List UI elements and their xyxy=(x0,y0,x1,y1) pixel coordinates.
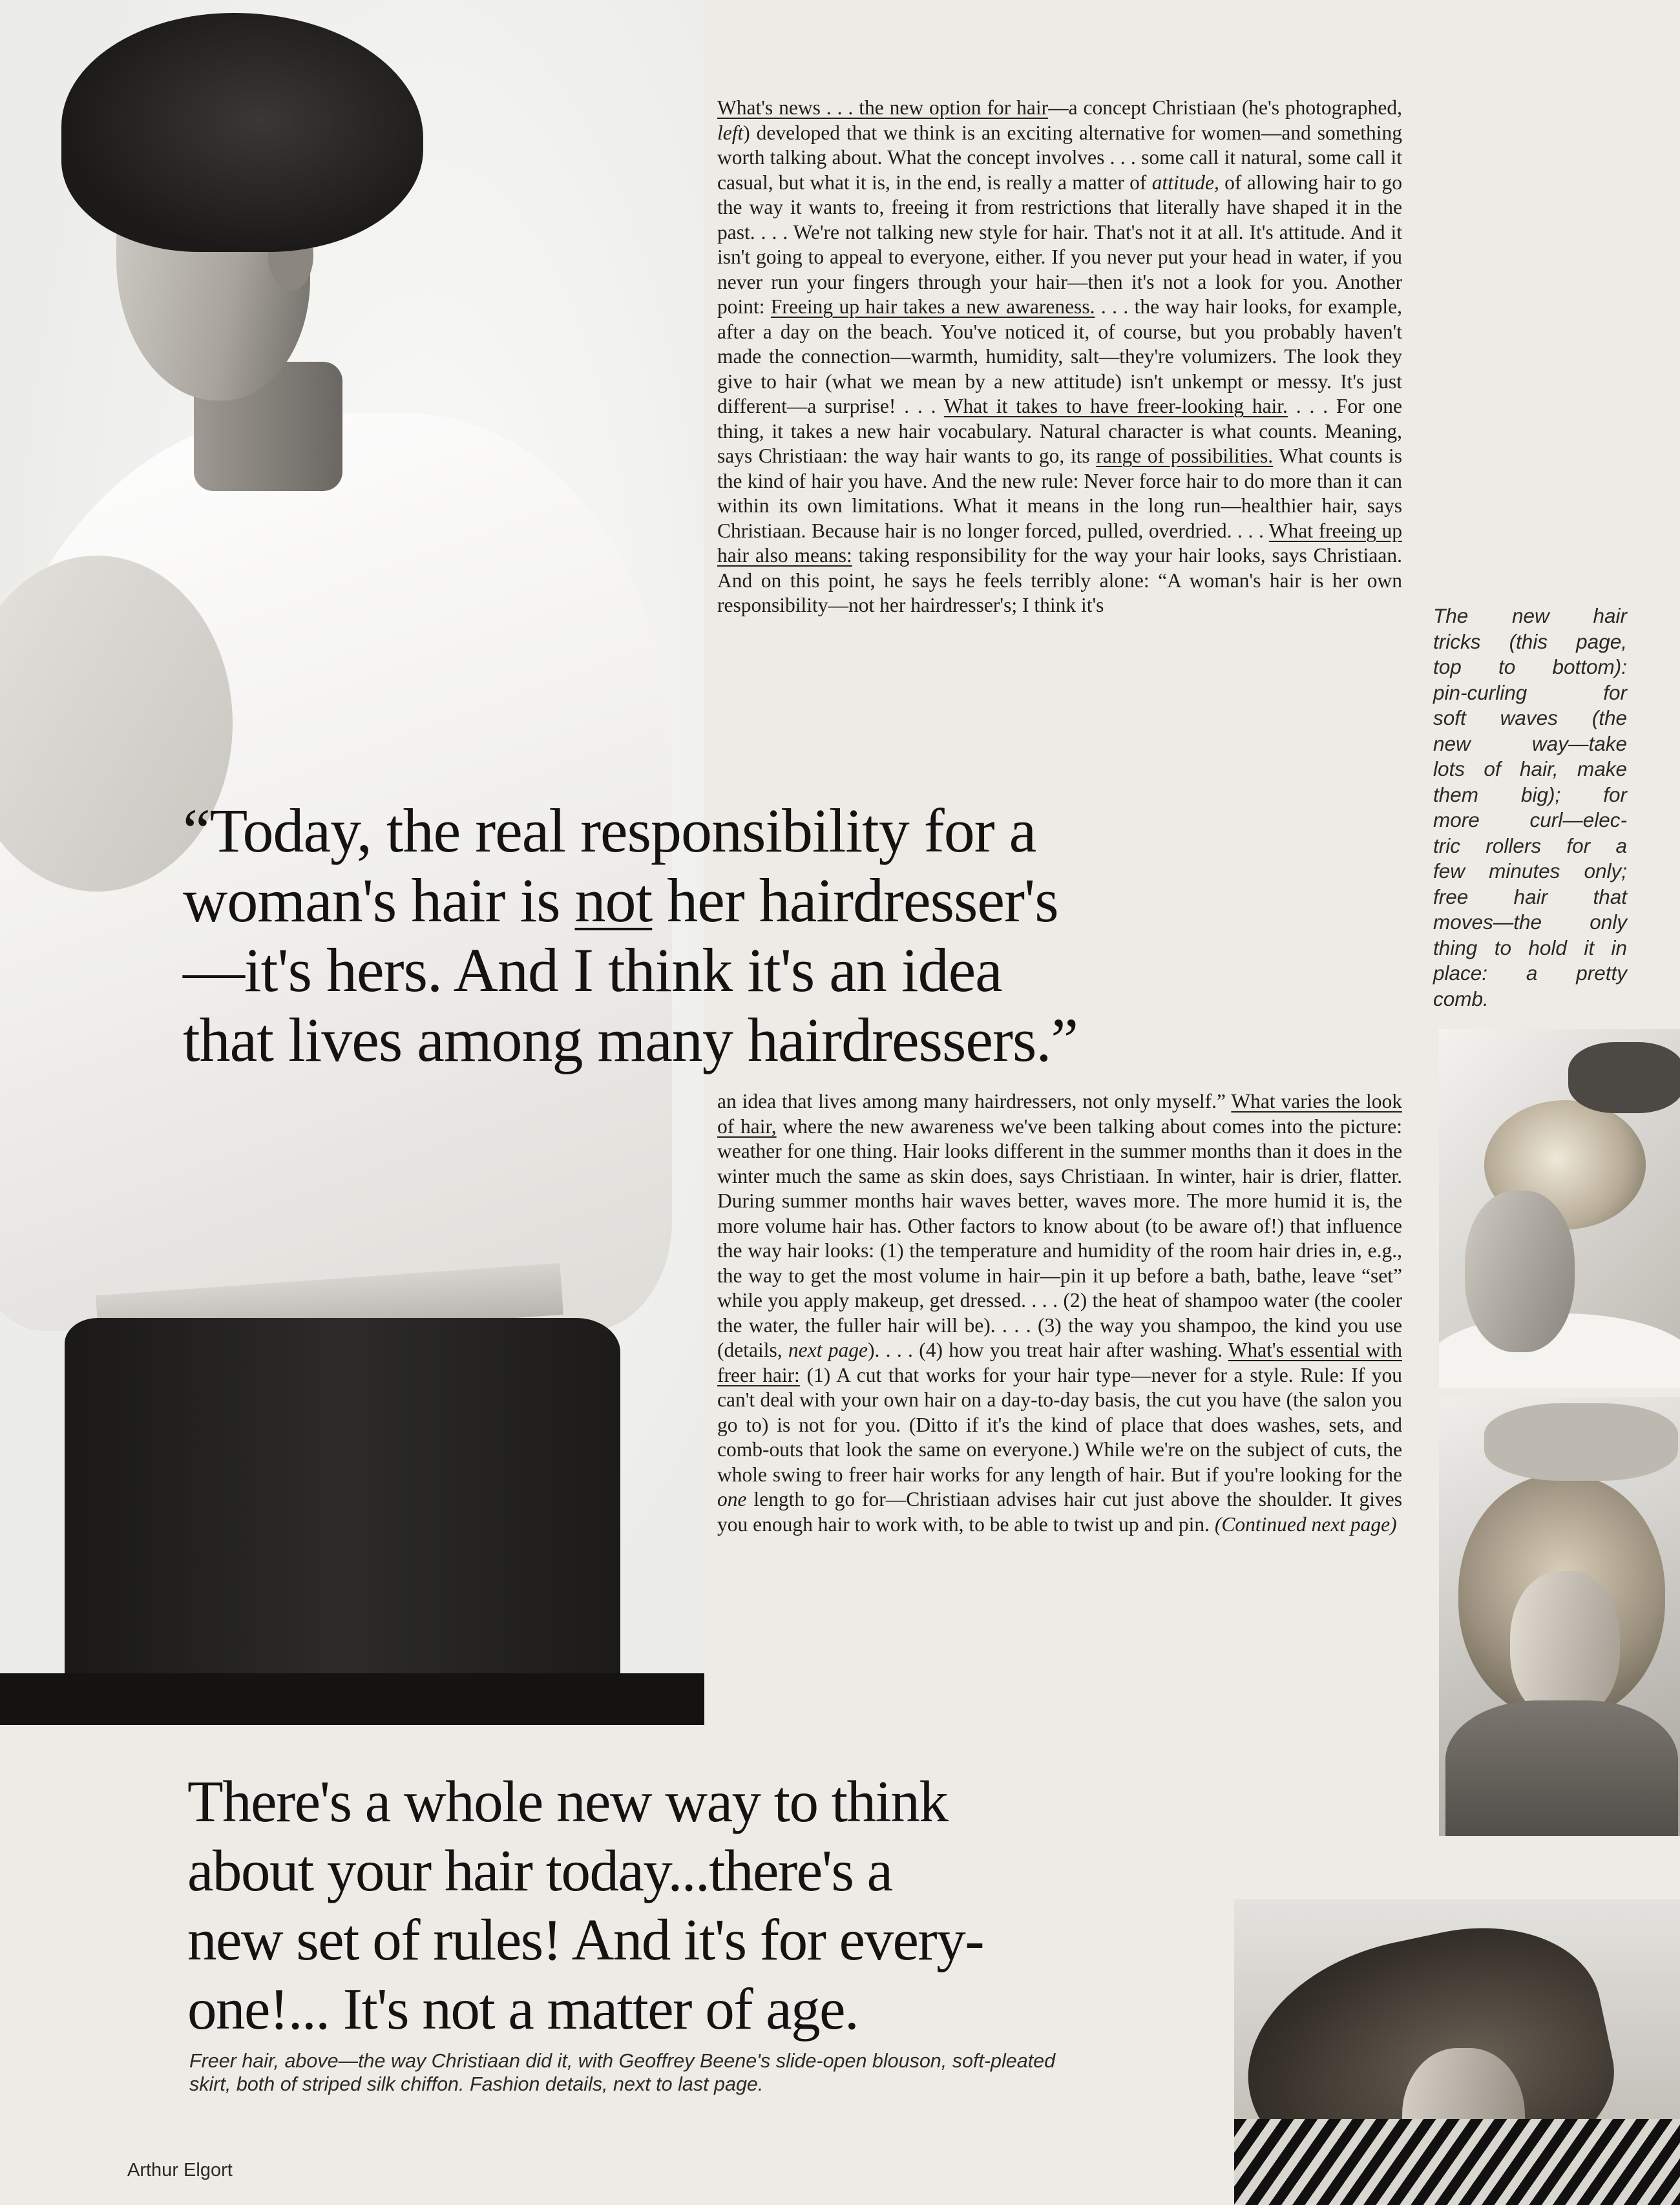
pull-quote-line xyxy=(183,866,1191,935)
body-text: taking responsibility for the way your hair looks, says Christiaan. And on this point, he says he feels terribly alone: “A woman's hair is her own responsibility—not her hairdresser's; I think it's xyxy=(717,544,1402,616)
run-in-head: Freeing up hair takes a new awareness. xyxy=(770,295,1095,318)
side-caption-line: pin-curling for xyxy=(1433,680,1627,704)
run-in-head: range of possibilities. xyxy=(1096,444,1274,467)
body-text: of allowing hair to go the way it wants to, freeing it from restrictions that literally have shaped it in the past. . . . We're not talking new style for hair. That's not it at all. It's attitude. And it isn't going to appeal to everyone, either. If you never put your head in water, if you never run your fingers through your hair—then it's not a look for you. Another point: xyxy=(717,171,1403,318)
side-caption-line: few minutes only; xyxy=(1433,859,1627,883)
side-caption-line: free hair that xyxy=(1433,884,1627,908)
photo-hands xyxy=(1484,1403,1678,1481)
body-italic: next page xyxy=(788,1339,868,1361)
side-caption-line: new way—take xyxy=(1433,731,1627,755)
side-caption-line: comb. xyxy=(1433,987,1489,1010)
run-in-head: What's news . . . the new option for hair xyxy=(717,96,1049,119)
continued-note: (Continued next page) xyxy=(1214,1512,1397,1536)
photo-credit: Arthur Elgort xyxy=(127,2160,233,2180)
side-caption xyxy=(1433,603,1627,1012)
side-caption-line: more curl—elec- xyxy=(1433,808,1627,831)
body-text: . . . For one thing, it takes a new hair vocabulary. Natural character is what counts. Meaning, says Christiaan: the way hair wants to go, its xyxy=(717,395,1403,467)
body-text: length to go for—Christiaan advises hair cut just above the shoulder. It gives you enough hair to work with, to be able to twist up and pin. xyxy=(717,1488,1402,1536)
side-caption-line: place: a pretty xyxy=(1433,961,1627,985)
body-italic: attitude, xyxy=(1151,171,1219,194)
run-in-head: What's essential with freer hair: xyxy=(717,1339,1402,1386)
pull-quote-text: her hairdresser's xyxy=(652,866,1058,935)
photo-base xyxy=(0,1673,704,1725)
headline-line: There's a whole new way to think xyxy=(187,1769,948,1834)
photo-hand xyxy=(1568,1042,1680,1113)
body-text: ) developed that we think is an exciting alternative for women—and something worth talking about. What the concept involves . . . some call it natural, some call it casual, but what it is, in the end, is really a matter of xyxy=(717,121,1402,194)
side-caption-line: top to bottom): xyxy=(1433,655,1627,678)
body-text: ). . . . (4) how you treat hair after washing. xyxy=(867,1339,1228,1361)
body-text: an idea that lives among many hairdressers, not only myself.” xyxy=(717,1090,1232,1113)
article-column-top xyxy=(717,96,1402,618)
pull-quote-underlined: not xyxy=(574,866,653,935)
photo-scarf xyxy=(1445,1700,1678,1836)
photo-pin-curling xyxy=(1439,1029,1680,1388)
side-caption-line: moves—the only xyxy=(1433,910,1627,934)
run-in-head: What it takes to have freer-looking hair. xyxy=(943,395,1288,417)
pull-quote-line: that lives among many hairdressers.” xyxy=(183,1005,1078,1074)
headline-line: new set of rules! And it's for every- xyxy=(187,1907,984,1972)
body-text: (1) A cut that works for your hair type—never for a style. Rule: If you can't deal with your own hair on a day-to-day basis, the cut you have (the salon you go to) is not for you. (Ditto if it's the kind of place that does washes, sets, and comb-outs that look the same on everyone.) While we're on the subject of cuts, the whole swing to freer hair works for any length of hair. But if you're looking for the xyxy=(717,1363,1402,1486)
body-italic: left xyxy=(717,121,744,144)
article-column-bottom xyxy=(717,1089,1402,1537)
body-text: What counts is the kind of hair you have. And the new rule: Never force hair to do more than it can within its own limitations. What it means in the long run—healthier hair, says Christiaan. Because hair is no longer forced, pulled, overdried. . . . xyxy=(717,444,1402,542)
photo-face xyxy=(1510,1571,1620,1720)
pull-quote-line: “Today, the real responsibility for a xyxy=(183,796,1036,865)
body-italic: one xyxy=(717,1488,747,1510)
photo-trousers xyxy=(65,1318,620,1725)
photo-electric-rollers xyxy=(1439,1397,1680,1836)
side-caption-line: lots of hair, make xyxy=(1433,757,1627,780)
side-caption-line: The new hair xyxy=(1433,604,1627,627)
body-text: where the new awareness we've been talking about comes into the picture: weather for one thing. Hair looks different in the summer months than it does in the winter much the same as skin does, says Christiaan. In winter, hair is drier, flatter. During summer months hair waves better, waves more. The more humid it is, the more volume hair has. Other factors to know about (to be aware of!) that influence the way hair looks: (1) the temperature and humidity of the room hair dries in, e.g., the way to get the most volume in hair—pin it up before a bath, bathe, leave “set” while you apply makeup, get dressed. . . . (2) the heat of shampoo water (the cooler the water, the fuller hair will be). . . . (3) the way you shampoo, the kind you use (details, xyxy=(717,1114,1403,1361)
side-caption-line: thing to hold it in xyxy=(1433,935,1627,959)
pull-quote-line: —it's hers. And I think it's an idea xyxy=(183,935,1002,1005)
run-in-head: What freeing up hair also means: xyxy=(717,519,1402,567)
body-text: —a concept Christiaan (he's photographed, xyxy=(1048,96,1402,119)
photo-free-hair xyxy=(1234,1899,1680,2205)
headline-line: one!... It's not a matter of age. xyxy=(187,1976,859,2042)
side-caption-line: tricks (this page, xyxy=(1433,629,1627,653)
pull-quote xyxy=(183,796,1191,1075)
photo-face xyxy=(1465,1191,1575,1352)
headline xyxy=(187,1767,1105,2043)
side-caption-line: soft waves (the xyxy=(1433,706,1627,729)
photo-caption: Freer hair, above—the way Christiaan did it, with Geoffrey Beene's slide-open blouson, soft-pleated skirt, both of striped silk chiffon. Fashion details, next to last page. xyxy=(189,2050,1056,2095)
body-text: . . . the way hair looks, for example, after a day on the beach. You've noticed it, of course, but you probably haven't made the connection—warmth, humidity, salt—they're volumizers. The look they give to hair (what we mean by a new attitude) isn't unkempt or messy. It's just different—a surprise! . . . xyxy=(717,295,1402,417)
run-in-head: What varies the look of hair, xyxy=(717,1090,1402,1138)
headline-line: about your hair today...there's a xyxy=(187,1838,892,1903)
photo-striped-blouse xyxy=(1234,2119,1680,2205)
side-caption-line: tric rollers for a xyxy=(1433,833,1627,857)
pull-quote-text: woman's hair is xyxy=(183,866,575,935)
side-caption-line: them big); for xyxy=(1433,782,1627,806)
